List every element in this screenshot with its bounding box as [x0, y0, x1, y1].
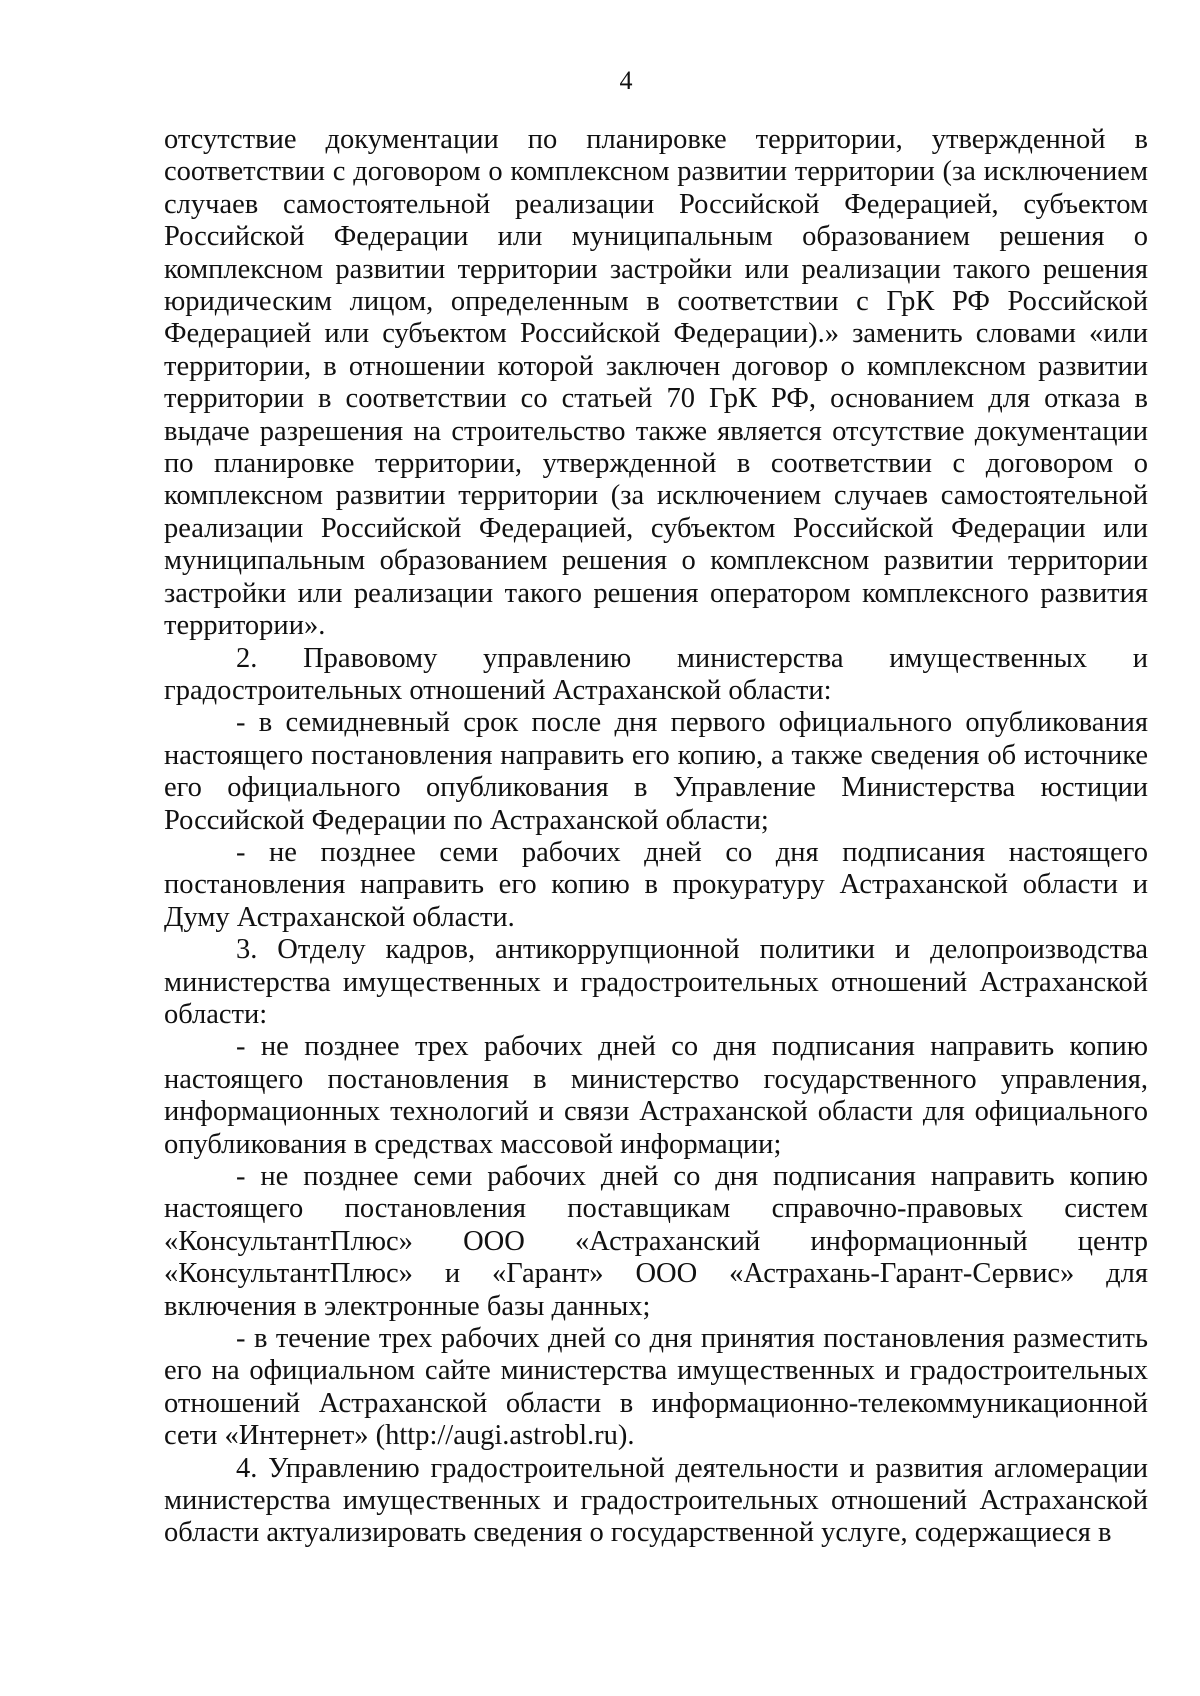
paragraph-item-2: 2. Правовому управлению министерства имущественных и градостроительных отношений Астраханской области:	[164, 642, 1148, 706]
paragraph-continuation: отсутствие документации по планировке территории, утвержденной в соответствии с договором о комплексном развитии территории (за исключением случаев самостоятельной реализации Российской Федерацией, субъектом Российской Федерации или муниципальным образованием решения о комплексном развитии территории застройки или реализации такого решения юридическим лицом, определенным в соответствии с ГрК РФ Российской Федерацией или субъектом Российской Федерации).» заменить словами «или территории, в отношении которой заключен договор о комплексном развитии территории в соответствии со статьей 70 ГрК РФ, основанием для отказа в выдаче разрешения на строительство также является отсутствие документации по планировке территории, утвержденной в соответствии с договором о комплексном развитии территории (за исключением случаев самостоятельной реализации Российской Федерацией, субъектом Российской Федерации или муниципальным образованием решения о комплексном развитии территории застройки или реализации такого решения оператором комплексного развития территории».	[164, 124, 1148, 642]
page-number: 4	[619, 66, 633, 95]
document-body	[164, 124, 1148, 1550]
paragraph-item-3-sub-3: - в течение трех рабочих дней со дня принятия постановления разместить его на официальном сайте министерства имущественных и градостроительных отношений Астраханской области в информационно-телекоммуникационной сети «Интернет» (http://augi.astrobl.ru).	[164, 1323, 1148, 1452]
paragraph-item-2-sub-2: - не позднее семи рабочих дней со дня подписания настоящего постановления направить его копию в прокуратуру Астраханской области и Думу Астраханской области.	[164, 836, 1148, 933]
paragraph-item-3: 3. Отделу кадров, антикоррупционной политики и делопроизводства министерства имущественных и градостроительных отношений Астраханской области:	[164, 934, 1148, 1030]
paragraph-item-4: 4. Управлению градостроительной деятельности и развития агломерации министерства имущественных и градостроительных отношений Астраханской области актуализировать сведения о государственной услуге, содержащиеся в	[164, 1452, 1148, 1549]
paragraph-item-2-sub-1: - в семидневный срок после дня первого официального опубликования настоящего постановления направить его копию, а также сведения об источнике его официального опубликования в Управление Министерства юстиции Российской Федерации по Астраханской области;	[164, 707, 1148, 836]
paragraph-item-3-sub-1: - не позднее трех рабочих дней со дня подписания направить копию настоящего постановления в министерство государственного управления, информационных технологий и связи Астраханской области для официального опубликования в средствах массовой информации;	[164, 1031, 1148, 1160]
paragraph-item-3-sub-2: - не позднее семи рабочих дней со дня подписания направить копию настоящего постановления поставщикам справочно-правовых систем «КонсультантПлюс» ООО «Астраханский информационный центр «КонсультантПлюс» и «Гарант» ООО «Астрахань-Гарант-Сервис» для включения в электронные базы данных;	[164, 1161, 1148, 1322]
